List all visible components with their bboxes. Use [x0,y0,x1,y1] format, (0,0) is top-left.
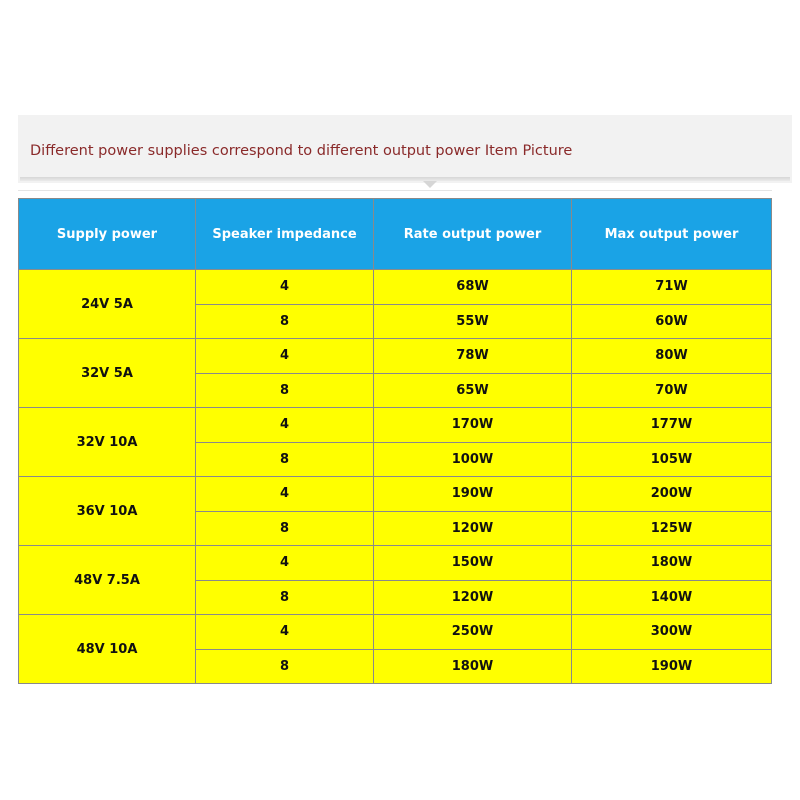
cell-speaker-impedance: 4 [196,339,374,374]
cell-max-output-power: 60W [572,304,772,339]
caption-divider [20,177,790,181]
cell-speaker-impedance: 4 [196,477,374,512]
cell-max-output-power: 140W [572,580,772,615]
cell-rate-output-power: 78W [374,339,572,374]
cell-supply-power: 32V 10A [19,408,196,477]
cell-speaker-impedance: 8 [196,580,374,615]
cell-max-output-power: 300W [572,615,772,650]
table-row [19,408,772,443]
caption-divider-notch [423,181,437,188]
cell-rate-output-power: 120W [374,511,572,546]
cell-speaker-impedance: 8 [196,373,374,408]
cell-speaker-impedance: 4 [196,615,374,650]
cell-rate-output-power: 65W [374,373,572,408]
cell-speaker-impedance: 8 [196,304,374,339]
cell-max-output-power: 80W [572,339,772,374]
cell-max-output-power: 70W [572,373,772,408]
cell-max-output-power: 71W [572,270,772,305]
cell-supply-power: 32V 5A [19,339,196,408]
cell-speaker-impedance: 8 [196,511,374,546]
table-row [19,339,772,374]
header-max-output-power: Max output power [572,199,772,270]
cell-rate-output-power: 68W [374,270,572,305]
table-row [19,546,772,581]
cell-speaker-impedance: 4 [196,546,374,581]
caption-text: Different power supplies correspond to different output power Item Picture [30,143,573,159]
table-row [19,477,772,512]
header-rate-output-power: Rate output power [374,199,572,270]
cell-rate-output-power: 180W [374,649,572,684]
cell-speaker-impedance: 4 [196,408,374,443]
table-row [19,270,772,305]
table-row [19,615,772,650]
cell-max-output-power: 105W [572,442,772,477]
cell-max-output-power: 177W [572,408,772,443]
power-table [18,198,772,684]
cell-supply-power: 36V 10A [19,477,196,546]
cell-rate-output-power: 190W [374,477,572,512]
cell-supply-power: 48V 10A [19,615,196,684]
header-speaker-impedance: Speaker impedance [196,199,374,270]
cell-rate-output-power: 100W [374,442,572,477]
cell-speaker-impedance: 8 [196,442,374,477]
cell-rate-output-power: 55W [374,304,572,339]
header-supply-power: Supply power [19,199,196,270]
cell-supply-power: 24V 5A [19,270,196,339]
cell-max-output-power: 125W [572,511,772,546]
cell-max-output-power: 180W [572,546,772,581]
cell-rate-output-power: 120W [374,580,572,615]
cell-speaker-impedance: 4 [196,270,374,305]
cell-max-output-power: 200W [572,477,772,512]
cell-rate-output-power: 170W [374,408,572,443]
table-body [19,270,772,684]
cell-supply-power: 48V 7.5A [19,546,196,615]
cell-rate-output-power: 150W [374,546,572,581]
sheet-gridline [18,190,772,191]
cell-max-output-power: 190W [572,649,772,684]
cell-speaker-impedance: 8 [196,649,374,684]
cell-rate-output-power: 250W [374,615,572,650]
table-header-row [19,199,772,270]
